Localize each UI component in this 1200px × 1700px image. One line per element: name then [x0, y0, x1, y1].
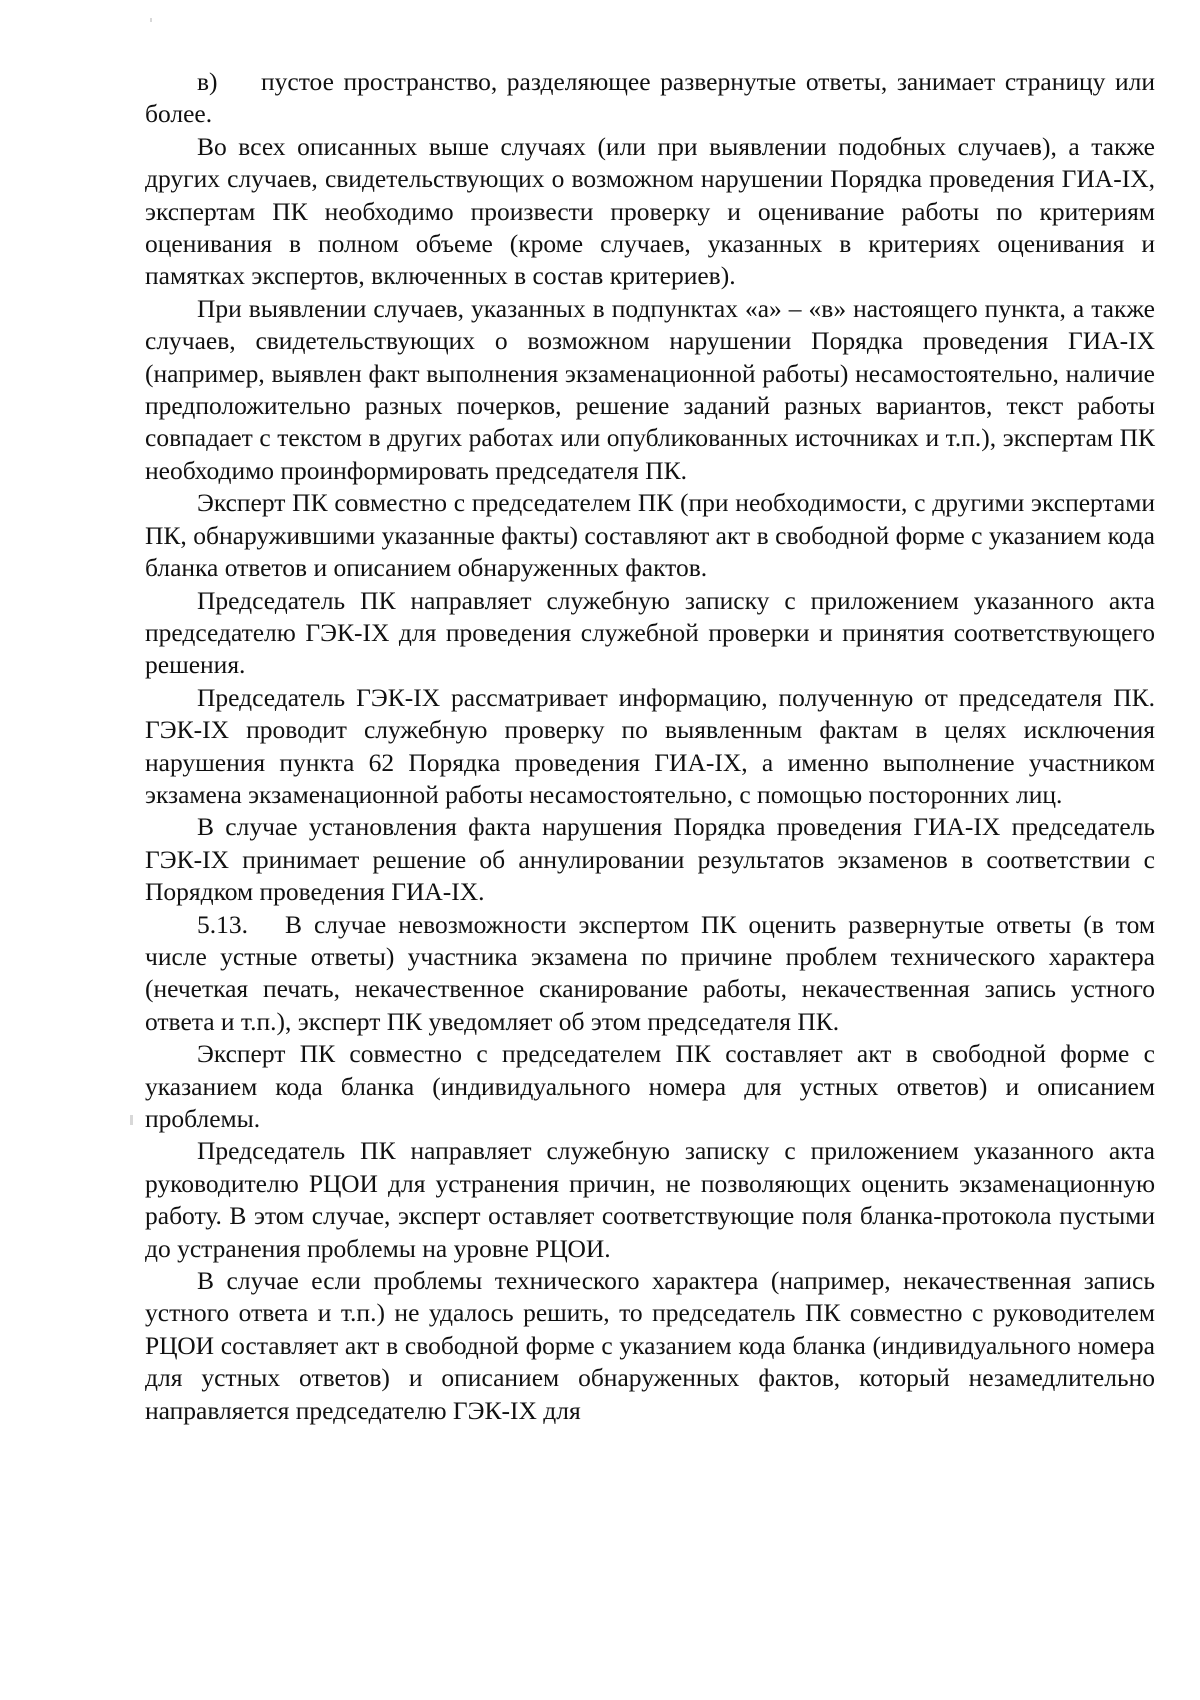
scan-artifact: [150, 18, 152, 22]
paragraph: Председатель ГЭК-IX рассматривает информацию, полученную от председателя ПК. ГЭК-IX проводит служебную проверку по выявленным фактам в целях исключения нарушения пункта 62 Порядка проведения ГИА-IX, а именно выполнение участником экзамена экзаменационной работы несамостоятельно, с помощью посторонних лиц.: [145, 682, 1155, 809]
paragraph: Во всех описанных выше случаях (или при выявлении подобных случаев), а также других случаев, свидетельствующих о возможном нарушении Порядка проведения ГИА-IX, экспертам ПК необходимо произвести проверку и оценивание работы по критериям оценивания в полном объеме (кроме случаев, указанных в критериях оценивания и памятках экспертов, включенных в состав критериев).: [145, 131, 1155, 291]
paragraph: В случае если проблемы технического характера (например, некачественная запись устного ответа и т.п.) не удалось решить, то председатель ПК совместно с руководителем РЦОИ составляет акт в свободной форме с указанием кода бланка (индивидуального номера для устных ответов) и описанием обнаруженных фактов, который незамедлительно направляется председателю ГЭК-IX для: [145, 1266, 1155, 1425]
document-page: [145, 66, 1155, 1427]
paragraph: Председатель ПК направляет служебную записку с приложением указанного акта руководителю РЦОИ для устранения причин, не позволяющих оценить экзаменационную работу. В этом случае, эксперт оставляет соответствующие поля бланка-протокола пустыми до устранения проблемы на уровне РЦОИ.: [145, 1136, 1155, 1263]
paragraph: Председатель ПК направляет служебную записку с приложением указанного акта председателю ГЭК-IX для проведения служебной проверки и принятия соответствующего решения.: [145, 585, 1155, 680]
list-item-text: пустое пространство, разделяющее развернутые ответы, занимает страницу или более.: [145, 67, 1155, 129]
section-number: 5.13.: [197, 909, 248, 939]
paragraph: При выявлении случаев, указанных в подпунктах «а» – «в» настоящего пункта, а также случаев, свидетельствующих о возможном нарушении Порядка проведения ГИА-IX (например, выявлен факт выполнения экзаменационной работы) несамостоятельно, наличие предположительно разных почерков, решение заданий разных вариантов, текст работы совпадает с текстом в других работах или опубликованных источниках и т.п.), экспертам ПК необходимо проинформировать председателя ПК.: [145, 293, 1155, 485]
list-item-label: в): [197, 67, 218, 96]
paragraph: Эксперт ПК совместно с председателем ПК составляет акт в свободной форме с указанием кода бланка (индивидуального номера для устных ответов) и описанием проблемы.: [145, 1039, 1155, 1133]
section-text: В случае невозможности экспертом ПК оценить развернутые ответы (в том числе устные ответы) участника экзамена по причине проблем технического характера (нечеткая печать, некачественное сканирование работы, некачественная запись устного ответа и т.п.), эксперт ПК уведомляет об этом председателя ПК.: [145, 909, 1155, 1036]
list-item-v: [145, 66, 1155, 131]
scan-artifact: [130, 1115, 133, 1125]
paragraph: В случае установления факта нарушения Порядка проведения ГИА-IX председатель ГЭК-IX принимает решение об аннулировании результатов экзаменов в соответствии с Порядком проведения ГИА-IX.: [145, 812, 1155, 907]
section-5-13: [145, 909, 1155, 1039]
paragraph: Эксперт ПК совместно с председателем ПК (при необходимости, с другими экспертами ПК, обнаружившими указанные факты) составляют акт в свободной форме с указанием кода бланка ответов и описанием обнаруженных фактов.: [145, 488, 1155, 583]
